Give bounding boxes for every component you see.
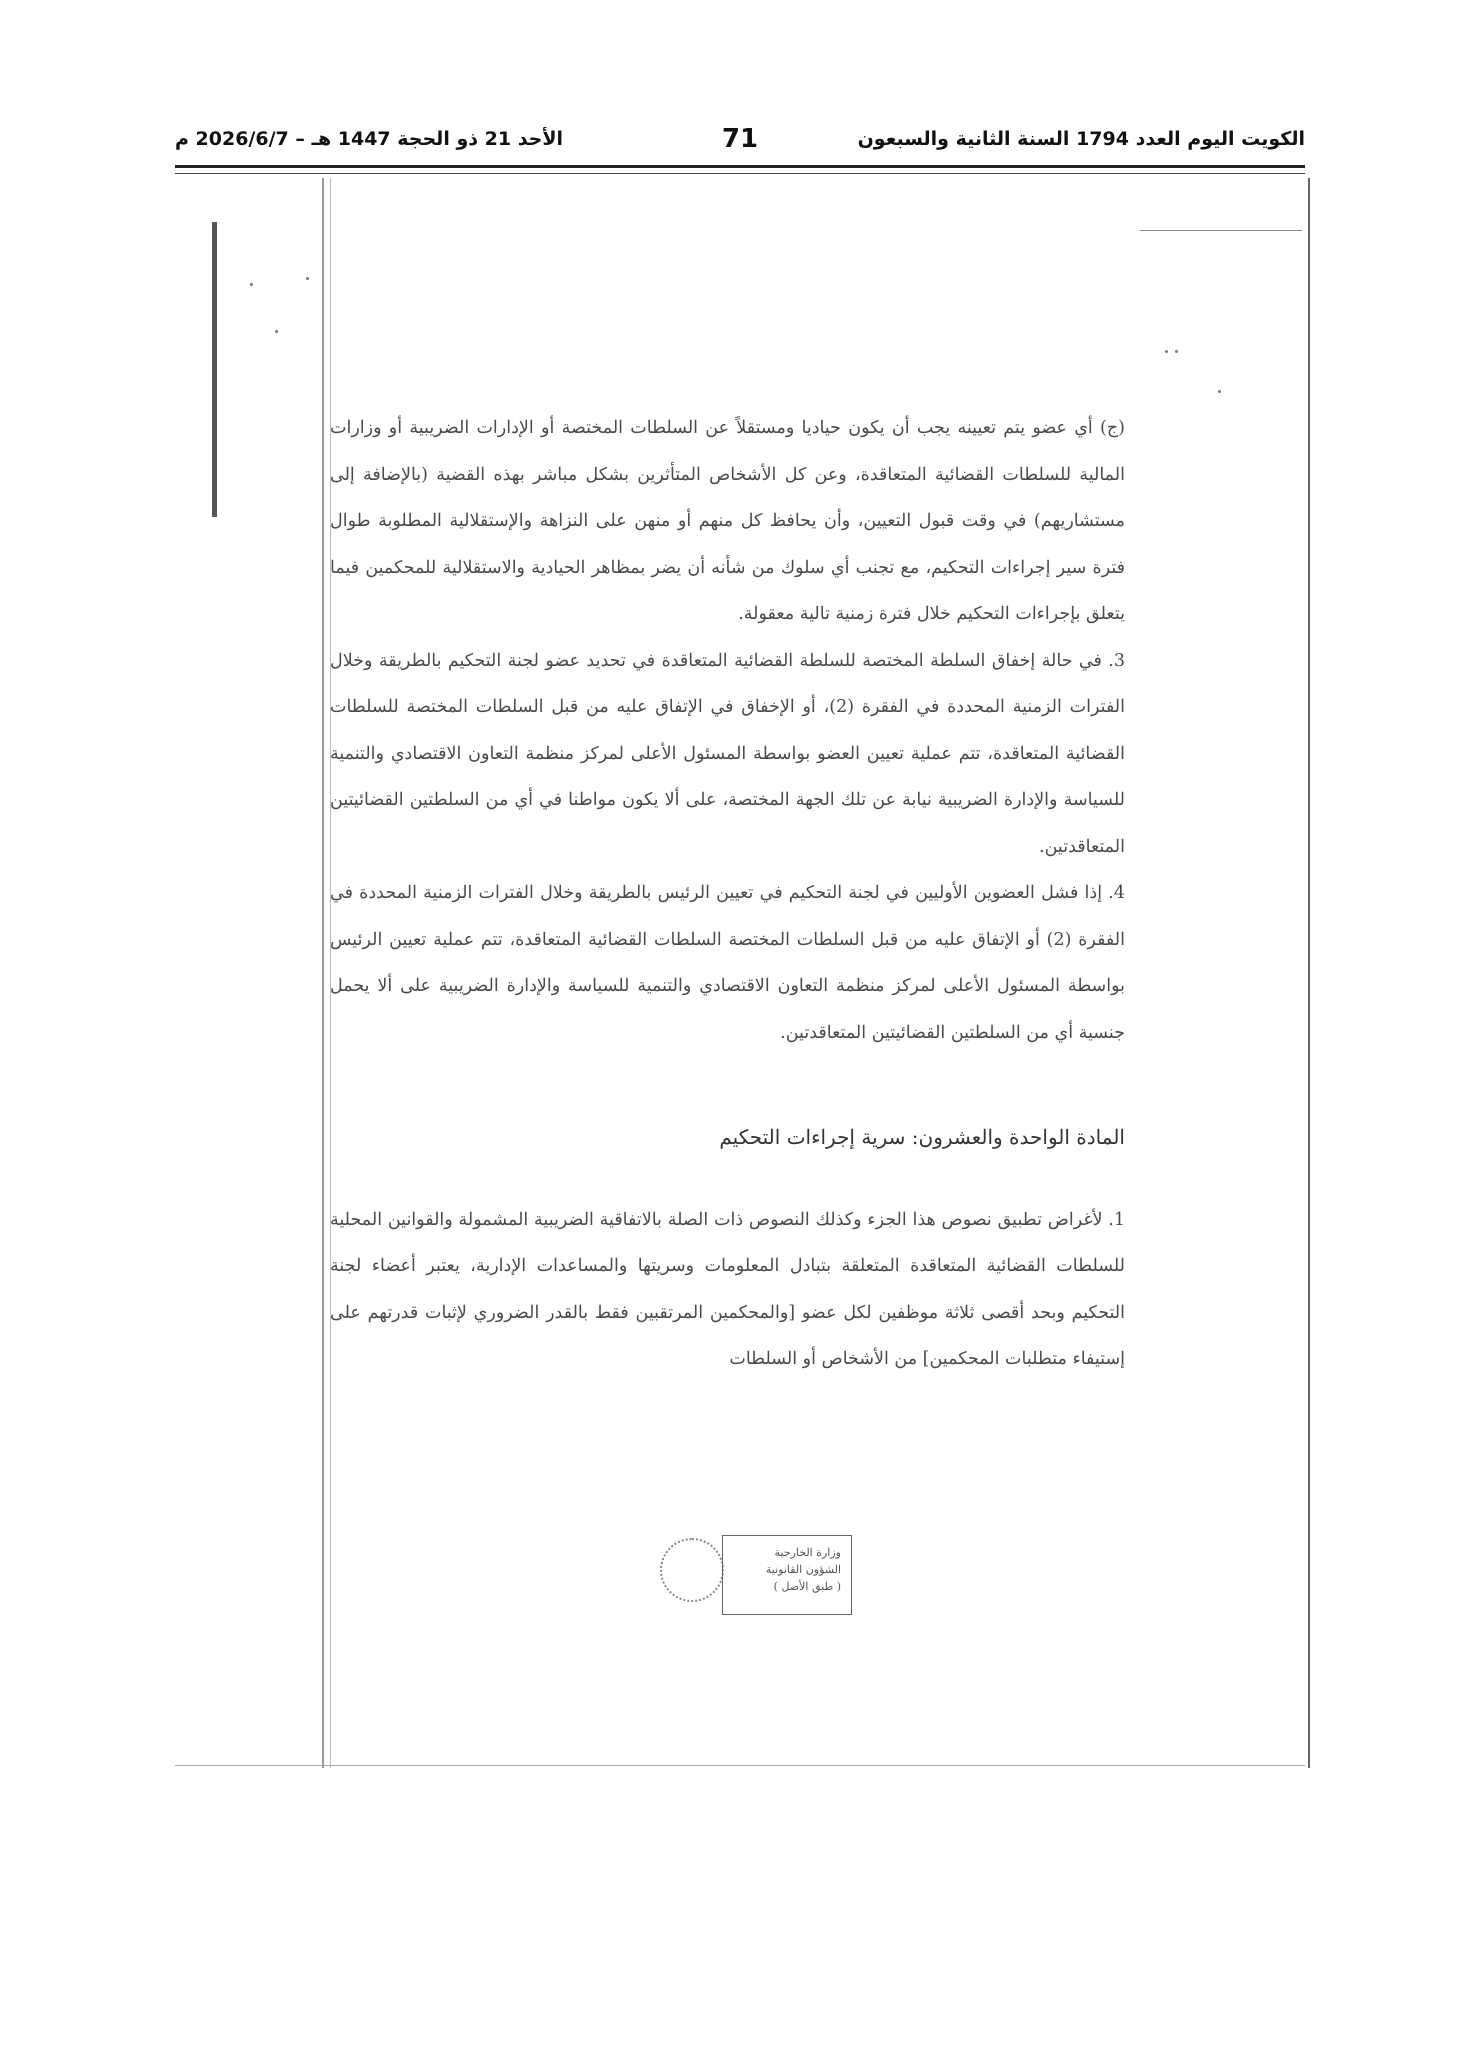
article-list-item-1: 1. لأغراض تطبيق نصوص هذا الجزء وكذلك النصوص ذات الصلة بالاتفاقية الضريبية المشمولة والقوانين المحلية للسلطات القضائية المتعاقدة المتعلقة بتبادل المعلومات وسريتها والمساعدات الإدارية، يعتبر أعضاء لجنة التحكيم وبحد أقصى ثلاثة موظفين لكل عضو [والمحكمين المرتقبين فقط بالقدر الضروري لإثبات قدرتهم على إستيفاء متطلبات المحكمين] من الأشخاص أو السلطات (330, 1209, 1125, 1369)
ministry-seal-icon (660, 1538, 724, 1602)
stamp-line: ( طبق الأصل ) (773, 1580, 841, 1593)
gazette-issue: الكويت اليوم العدد 1794 السنة الثانية والسبعون (857, 128, 1305, 150)
scan-bottom-line (175, 1765, 1305, 1766)
scan-speck (1165, 350, 1168, 353)
list-item-4: 4. إذا فشل العضوين الأوليين في لجنة التحكيم في تعيين الرئيس بالطريقة وخلال الفترات الزمنية المحددة في الفقرة (2) أو الإتفاق عليه من قبل السلطات المختصة السلطات القضائية المتعاقدة، تتم عملية تعيين الرئيس بواسطة المسئول الأعلى لمركز منظمة التعاون الاقتصادي والتنمية للسياسة والإدارة الضريبية على ألا يحمل جنسية أي من السلطتين القضائيتين المتعاقدتين. (330, 883, 1125, 1043)
list-item-3: 3. في حالة إخفاق السلطة المختصة للسلطة القضائية المتعاقدة في تحديد عضو لجنة التحكيم بالطريقة وخلال الفترات الزمنية المحددة في الفقرة (2)، أو الإخفاق في الإتفاق عليه من قبل السلطات المختصة للسلطات القضائية المتعاقدة، تتم عملية تعيين العضو بواسطة المسئول الأعلى لمركز منظمة التعاون الاقتصادي والتنمية للسياسة والإدارة الضريبية نيابة عن تلك الجهة المختصة، على ألا يكون مواطنا في أي من السلطتين القضائيتين المتعاقدتين. (330, 650, 1125, 857)
article-title: المادة الواحدة والعشرون: سرية إجراءات التحكيم (719, 1125, 1125, 1149)
scan-speck (250, 283, 253, 286)
scan-right-edge (1308, 178, 1310, 1768)
page-header (175, 118, 1305, 164)
document-body (330, 405, 1125, 1383)
certification-stamp (722, 1535, 852, 1615)
header-rule (175, 165, 1305, 168)
scan-top-line (1140, 230, 1302, 231)
scan-speck (1175, 350, 1178, 353)
stamp-line: الشؤون القانونية (765, 1563, 841, 1576)
page-number: 71 (721, 124, 759, 154)
scan-speck (275, 330, 278, 333)
scan-margin-line (322, 178, 324, 1768)
issue-date: الأحد 21 ذو الحجة 1447 هـ – 2026/6/7 م (175, 128, 564, 150)
scan-margin-line-left (212, 222, 217, 517)
scan-speck (1218, 390, 1221, 393)
paragraph-c: (ج) أي عضو يتم تعيينه يجب أن يكون حياديا ومستقلاً عن السلطات المختصة أو الإدارات الضريبية أو وزارات المالية للسلطات القضائية المتعاقدة، وعن كل الأشخاص المتأثرين بشكل مباشر بهذه القضية (بالإضافة إلى مستشاريهم) في وقت قبول التعيين، وأن يحافظ كل منهم أو منهن على النزاهة والإستقلالية المطلوبة طوال فترة سير إجراءات التحكيم، مع تجنب أي سلوك من شأنه أن يضر بمظاهر الحيادية والاستقلالية للمحكمين فيما يتعلق بإجراءات التحكيم خلال فترة زمنية تالية معقولة. (330, 418, 1125, 624)
stamp-line: وزارة الخارجية (774, 1546, 841, 1559)
header-rule-thin (175, 173, 1305, 174)
scan-speck (306, 277, 309, 280)
